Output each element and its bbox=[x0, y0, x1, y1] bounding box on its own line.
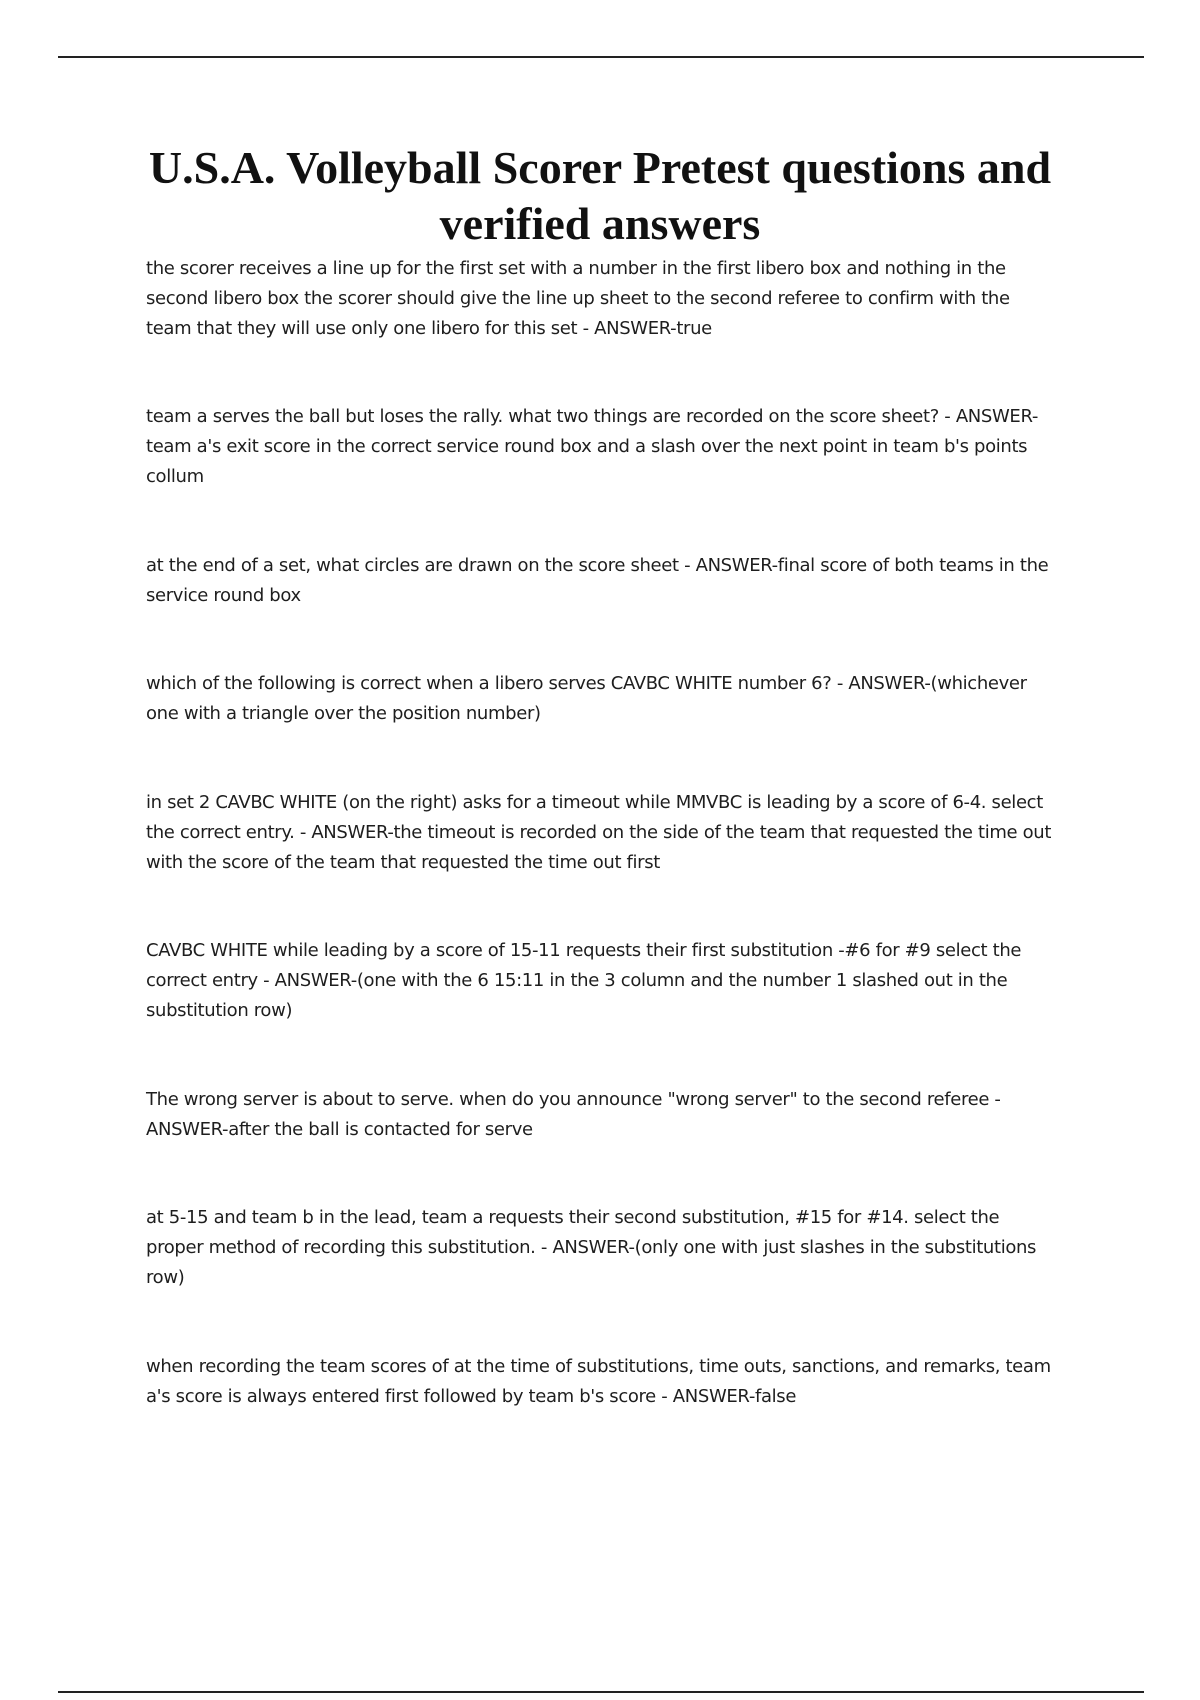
qa-item: at 5-15 and team b in the lead, team a requests their second substitution, #15 for #14. select the proper method of recording this substitution. - ANSWER-(only one with just slashes in the substitutions row) bbox=[146, 1207, 1037, 1288]
qa-item: team a serves the ball but loses the rally. what two things are recorded on the score sheet? - ANSWER-team a's exit score in the correct service round box and a slash over the next point in team b's points collum bbox=[146, 406, 1039, 487]
bottom-rule bbox=[58, 1691, 1144, 1693]
document-title: U.S.A. Volleyball Scorer Pretest questions and verified answers bbox=[148, 142, 1052, 249]
top-rule bbox=[58, 56, 1144, 58]
qa-item: the scorer receives a line up for the first set with a number in the first libero box and nothing in the second libero box the scorer should give the line up sheet to the second referee to confirm with the team that they will use only one libero for this set - ANSWER-true bbox=[146, 258, 1010, 339]
qa-item: CAVBC WHITE while leading by a score of 15-11 requests their first substitution -#6 for #9 select the correct entry - ANSWER-(one with the 6 15:11 in the 3 column and the number 1 slashed out in the substitution row) bbox=[146, 940, 1022, 1021]
qa-list bbox=[146, 254, 1056, 1470]
qa-item: in set 2 CAVBC WHITE (on the right) asks for a timeout while MMVBC is leading by a score of 6-4. select the correct entry. - ANSWER-the timeout is recorded on the side of the team that requested the time out with the score of the team that requested the time out first bbox=[146, 791, 1052, 873]
qa-item: The wrong server is about to serve. when do you announce "wrong server" to the second referee - ANSWER-after the ball is contacted for serve bbox=[146, 1088, 1001, 1140]
qa-item: which of the following is correct when a libero serves CAVBC WHITE number 6? - ANSWER-(whichever one with a triangle over the position number) bbox=[146, 673, 1027, 725]
qa-item: when recording the team scores of at the time of substitutions, time outs, sanctions, and remarks, team a's score is always entered first followed by team b's score - ANSWER-false bbox=[146, 1355, 1051, 1407]
qa-item: at the end of a set, what circles are drawn on the score sheet - ANSWER-final score of both teams in the service round box bbox=[146, 554, 1049, 606]
